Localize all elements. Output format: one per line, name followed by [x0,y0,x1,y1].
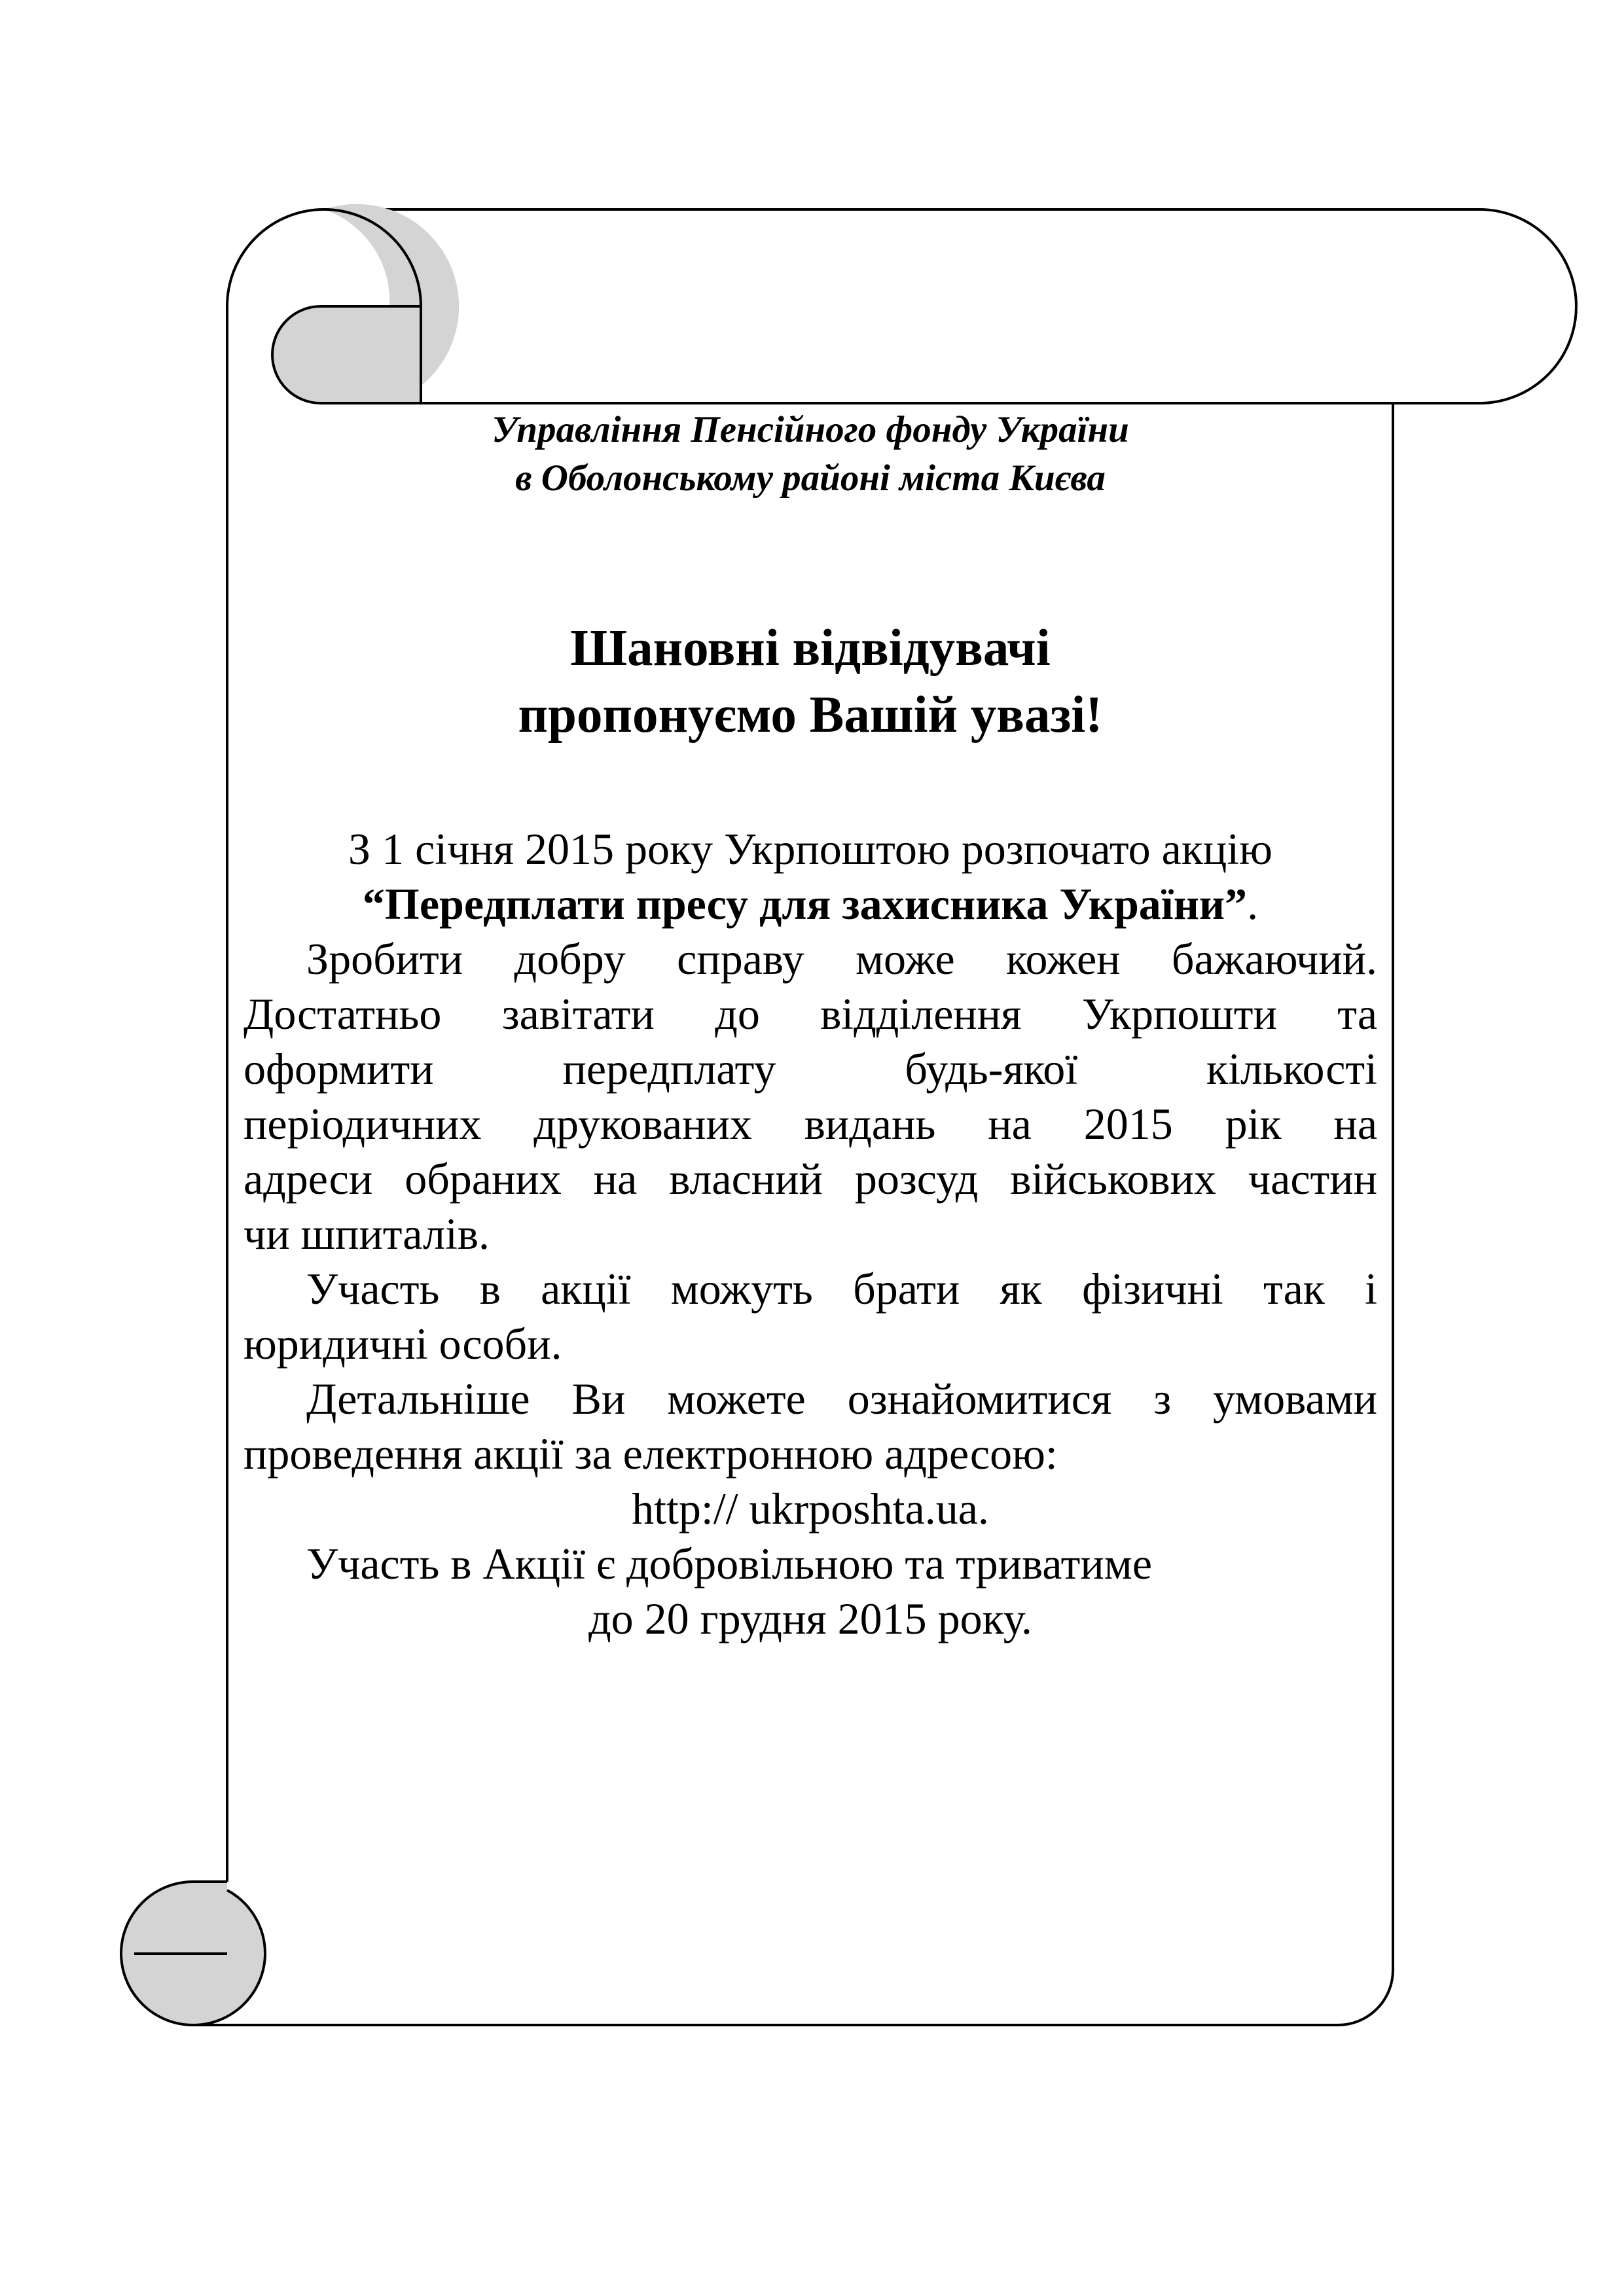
para3-line2: юридичні особи. [244,1319,562,1369]
para2-line1: Зробити добру справу може кожен бажаючий. [306,934,1377,984]
campaign-period: . [1247,879,1259,929]
para2-line4: періодичних друкованих видань на 2015 рік на [244,1099,1377,1149]
organization-name: Управління Пенсійного фонду України [492,409,1129,450]
intro-text: З 1 січня 2015 року Укрпоштою розпочато акцію [348,824,1272,874]
para4-line1: Детальніше Ви можете ознайомитися з умовами [306,1374,1377,1424]
para2-line2: Достатньо завітати до відділення Укрпошти та [244,989,1377,1039]
para2-line5: адреси обраних на власний розсуд військових частин [244,1154,1377,1204]
greeting [244,615,1377,749]
para2-line6: чи шпиталів. [244,1209,490,1259]
organization-district: в Оболонському районі міста Києва [515,457,1106,499]
intro-line [244,821,1377,876]
scroll-bottom-curl [121,1882,265,2025]
campaign-name: “Передплати пресу для захисника України” [362,879,1248,929]
para4-line2: проведення акції за електронною адресою: [244,1429,1058,1479]
scroll-top-roll [324,209,1576,403]
announcement-body [244,821,1377,1646]
greeting-line-1: Шановні відвідувачі [570,620,1051,677]
website-url: http:// ukrposhta.ua. [632,1484,989,1534]
para5-line1: Участь в Акції є добровільною та триватиме [306,1539,1152,1588]
para2-line3: оформити передплату будь-якої кількості [244,1044,1377,1094]
organization-header [244,406,1377,503]
para3-line1: Участь в акції можуть брати як фізичні так і [306,1264,1377,1314]
para5-line2: до 20 грудня 2015 року. [588,1594,1032,1643]
campaign-line [244,876,1377,931]
greeting-line-2: пропонуємо Вашій увазі! [518,687,1103,744]
